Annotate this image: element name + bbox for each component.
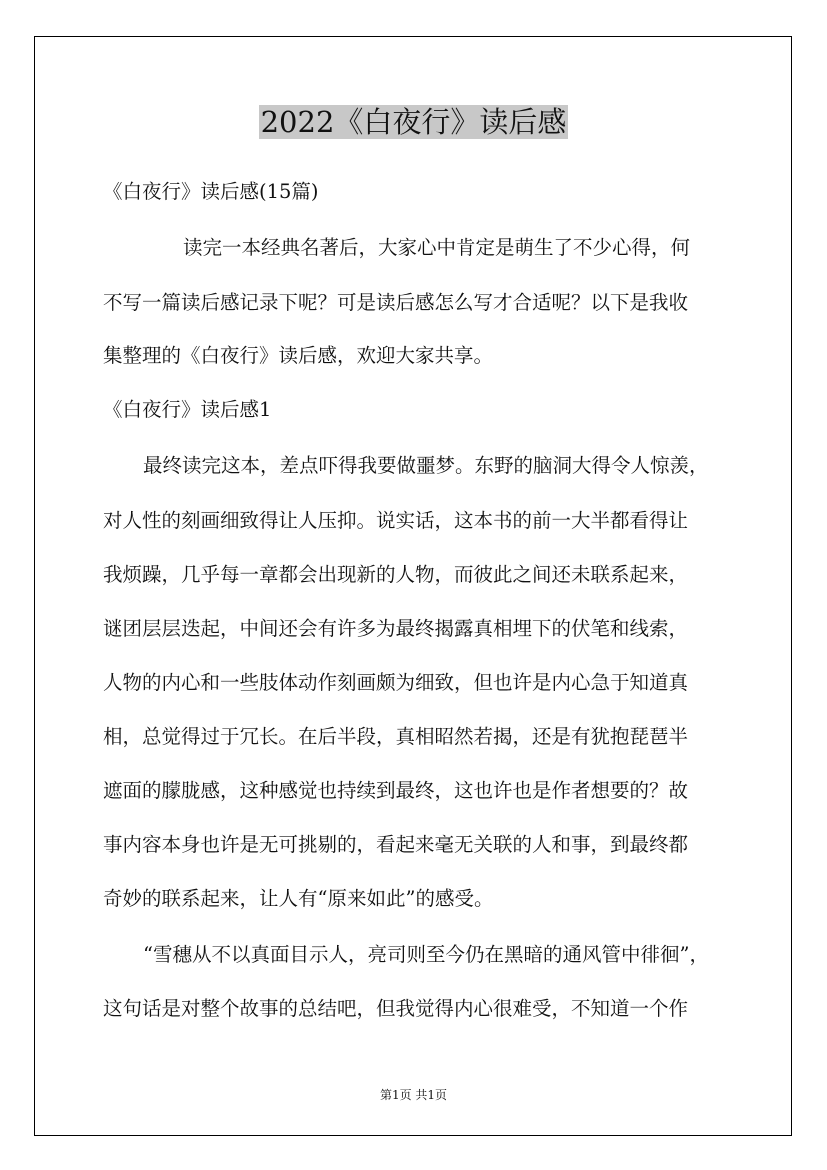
section-heading: 《白夜行》读后感1	[103, 398, 272, 421]
body-line-3: 我烦躁，几乎每一章都会出现新的人物，而彼此之间还未联系起来，	[103, 563, 689, 586]
body-line-7: 遮面的朦胧感，这种感觉也持续到最终，这也许也是作者想要的？故	[103, 779, 689, 802]
intro-line-1: 读完一本经典名著后，大家心中肯定是萌生了不少心得，何	[183, 236, 691, 259]
body-line-8: 事内容本身也许是无可挑剔的，看起来毫无关联的人和事，到最终都	[103, 833, 689, 856]
body-line-4: 谜团层层迭起，中间还会有许多为最终揭露真相埋下的伏笔和线索，	[103, 617, 689, 640]
body-line-9: 奇妙的联系起来，让人有“原来如此”的感受。	[103, 887, 494, 910]
body-line-6: 相，总觉得过于冗长。在后半段，真相昭然若揭，还是有犹抱琵琶半	[103, 725, 689, 748]
intro-line-2: 不写一篇读后感记录下呢？可是读后感怎么写才合适呢？以下是我收	[103, 291, 689, 314]
body-line-10: 这句话是对整个故事的总结吧，但我觉得内心很难受，不知道一个作	[103, 997, 689, 1020]
page-footer: 第1页 共1页	[379, 1088, 448, 1102]
body-line-1: 最终读完这本，差点吓得我要做噩梦。东野的脑洞大得令人惊羡，	[143, 454, 709, 477]
body-line-5: 人物的内心和一些肢体动作刻画颇为细致，但也许是内心急于知道真	[103, 671, 689, 694]
intro-line-3: 集整理的《白夜行》读后感，欢迎大家共享。	[103, 344, 494, 367]
quote-line: “雪穗从不以真面目示人，亮司则至今仍在黑暗的通风管中徘徊”，	[143, 943, 709, 966]
body-line-2: 对人性的刻画细致得让人压抑。说实话，这本书的前一大半都看得让	[103, 509, 689, 532]
document-title: 2022《白夜行》读后感	[260, 105, 567, 139]
subtitle-line: 《白夜行》读后感(15篇)	[103, 180, 319, 203]
